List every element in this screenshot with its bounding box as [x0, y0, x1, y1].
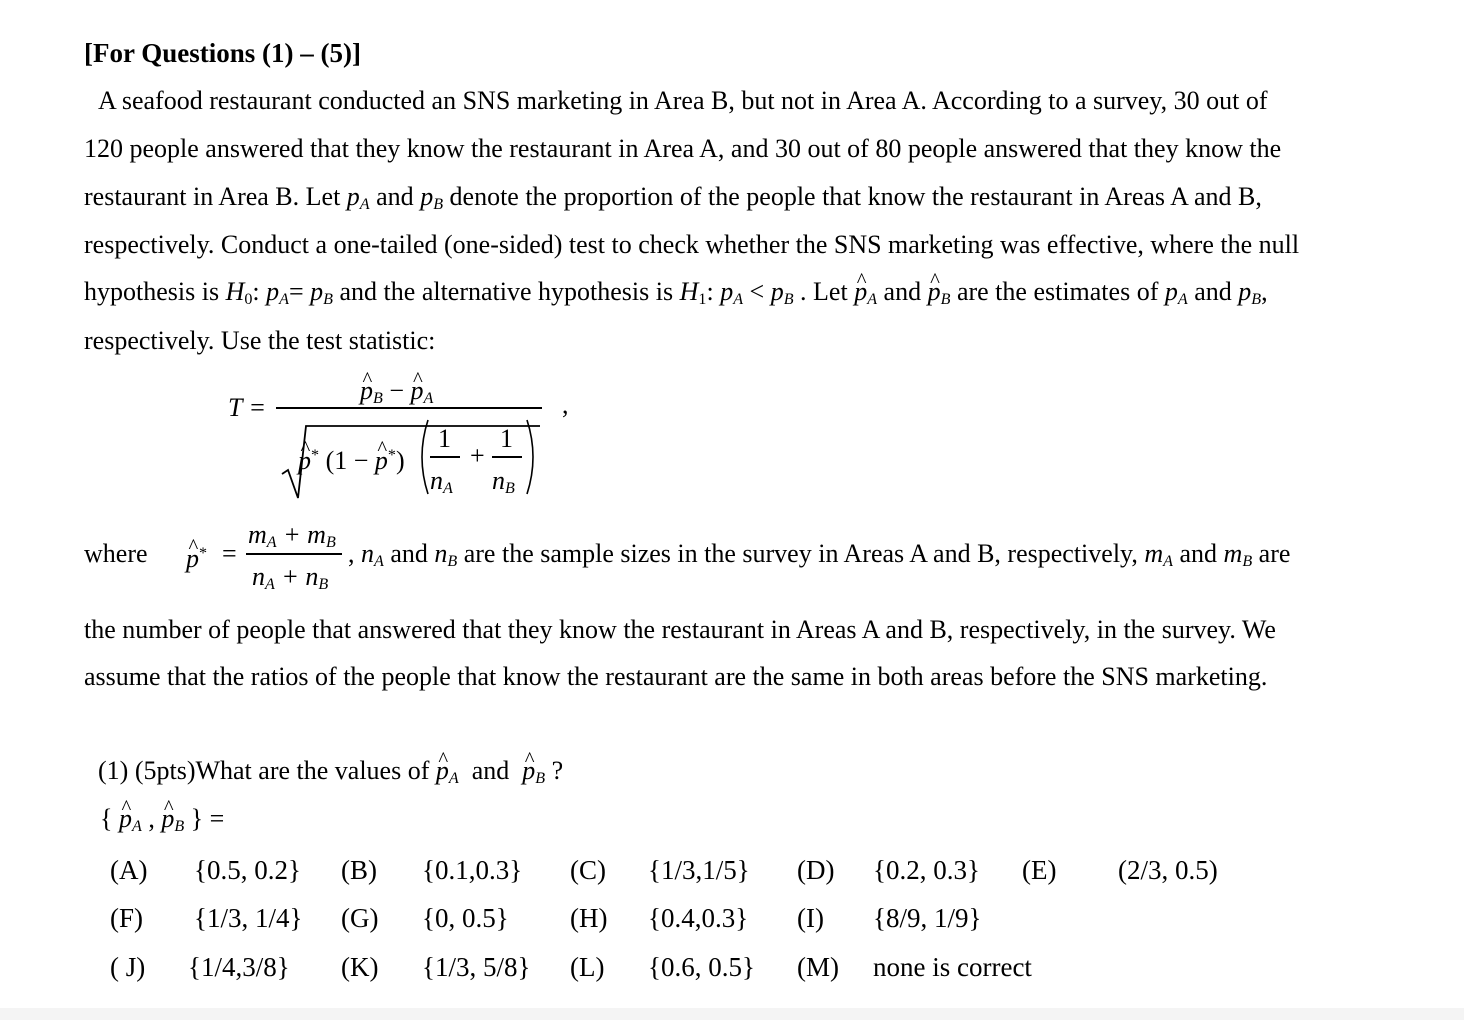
option-j-value: {1/4,3/8}: [188, 952, 290, 982]
formula-one-b: 1: [500, 424, 513, 453]
pstar-symbol: ^ p*: [186, 541, 207, 572]
equals-sign: =: [222, 539, 237, 568]
formula-frac-b-bar: [492, 456, 522, 458]
where-line-1: , $n_A$ and $n_B$ are the sample sizes in the survey in Areas A and B, respectively, $m_A$ and $m_B$ are: [348, 539, 1291, 571]
option-a-label[interactable]: (A): [110, 855, 148, 885]
formula-one-a: 1: [438, 424, 451, 453]
formula-na: $n_A$: [430, 466, 453, 498]
option-i-label[interactable]: (I): [797, 903, 824, 933]
pstar-fraction-bar: [246, 553, 342, 555]
option-j-label[interactable]: ( J): [110, 952, 146, 982]
formula-plus: +: [470, 441, 485, 470]
option-b-value: {0.1,0.3}: [422, 855, 523, 885]
option-c-label[interactable]: (C): [570, 855, 606, 885]
option-f-label[interactable]: (F): [110, 903, 143, 933]
pstar-numerator: $m_A + m_B$: [248, 520, 336, 552]
answer-set: { ^ $p_A$ , ^ $p_B$ } =: [100, 806, 224, 840]
formula-frac-a-bar: [430, 456, 460, 458]
option-d-label[interactable]: (D): [797, 855, 835, 885]
option-d-value: {0.2, 0.3}: [873, 855, 980, 885]
pstar-denominator: $n_A + n_B$: [252, 562, 329, 594]
formula-lhs: T =: [228, 393, 267, 422]
formula-main-fraction-bar: [276, 407, 542, 409]
option-e-value: (2/3, 0.5): [1118, 855, 1218, 885]
section-heading: [For Questions (1) – (5)]: [84, 38, 361, 68]
intro-line-6: respectively. Use the test statistic:: [84, 326, 436, 355]
option-g-value: {0, 0.5}: [422, 903, 509, 933]
bottom-strip: [0, 1008, 1464, 1020]
option-g-label[interactable]: (G): [341, 903, 379, 933]
option-e-label[interactable]: (E): [1022, 855, 1057, 885]
option-m-label[interactable]: (M): [797, 952, 839, 982]
option-f-value: {1/3, 1/4}: [194, 903, 303, 933]
where-line-3: assume that the ratios of the people that know the restaurant are the same in both areas before the SNS marketing.: [84, 662, 1268, 691]
option-m-value: none is correct: [873, 952, 1032, 982]
where-line-2: the number of people that answered that they know the restaurant in Areas A and B, respectively, in the survey. We: [84, 615, 1276, 644]
where-word: where: [84, 539, 148, 568]
question-1: (1) (5pts)What are the values of ^ $p_A$ and ^ $p_B$ ?: [98, 758, 563, 792]
option-h-value: {0.4,0.3}: [648, 903, 749, 933]
formula-comma: ,: [562, 390, 569, 419]
intro-line-4: respectively. Conduct a one-tailed (one-sided) test to check whether the SNS marketing was effective, where the null: [84, 230, 1300, 259]
option-k-label[interactable]: (K): [341, 952, 379, 982]
option-b-label[interactable]: (B): [341, 855, 377, 885]
option-i-value: {8/9, 1/9}: [873, 903, 982, 933]
intro-line-3: restaurant in Area B. Let $p_A$ and $p_B$ denote the proportion of the people that know the restaurant in Areas A and B,: [84, 182, 1262, 214]
intro-line-2: 120 people answered that they know the restaurant in Area A, and 30 out of 80 people answered that they know the: [84, 134, 1282, 163]
option-a-value: {0.5, 0.2}: [194, 855, 301, 885]
intro-line-5: hypothesis is $H_0$: $p_A= p_B$ and the alternative hypothesis is $H_1$: $p_A < p_B$ . Let ^ $p_A$ and ^ $p_B$ are the estimates of $p_A$ and $p_B$,: [84, 279, 1268, 313]
option-c-value: {1/3,1/5}: [648, 855, 750, 885]
right-paren-icon: [525, 418, 541, 496]
formula-nb: $n_B$: [492, 466, 515, 498]
left-paren-icon: [414, 418, 430, 496]
option-h-label[interactable]: (H): [570, 903, 608, 933]
formula-numerator: ^ $p_B$ − ^ $p_A$: [360, 378, 433, 412]
option-l-value: {0.6, 0.5}: [648, 952, 755, 982]
option-k-value: {1/3, 5/8}: [422, 952, 531, 982]
intro-line-1: A seafood restaurant conducted an SNS marketing in Area B, but not in Area A. According to a survey, 30 out of: [98, 86, 1268, 115]
option-l-label[interactable]: (L): [570, 952, 605, 982]
formula-pstar-term: ^ p* (1 − ^ p*): [298, 443, 405, 474]
